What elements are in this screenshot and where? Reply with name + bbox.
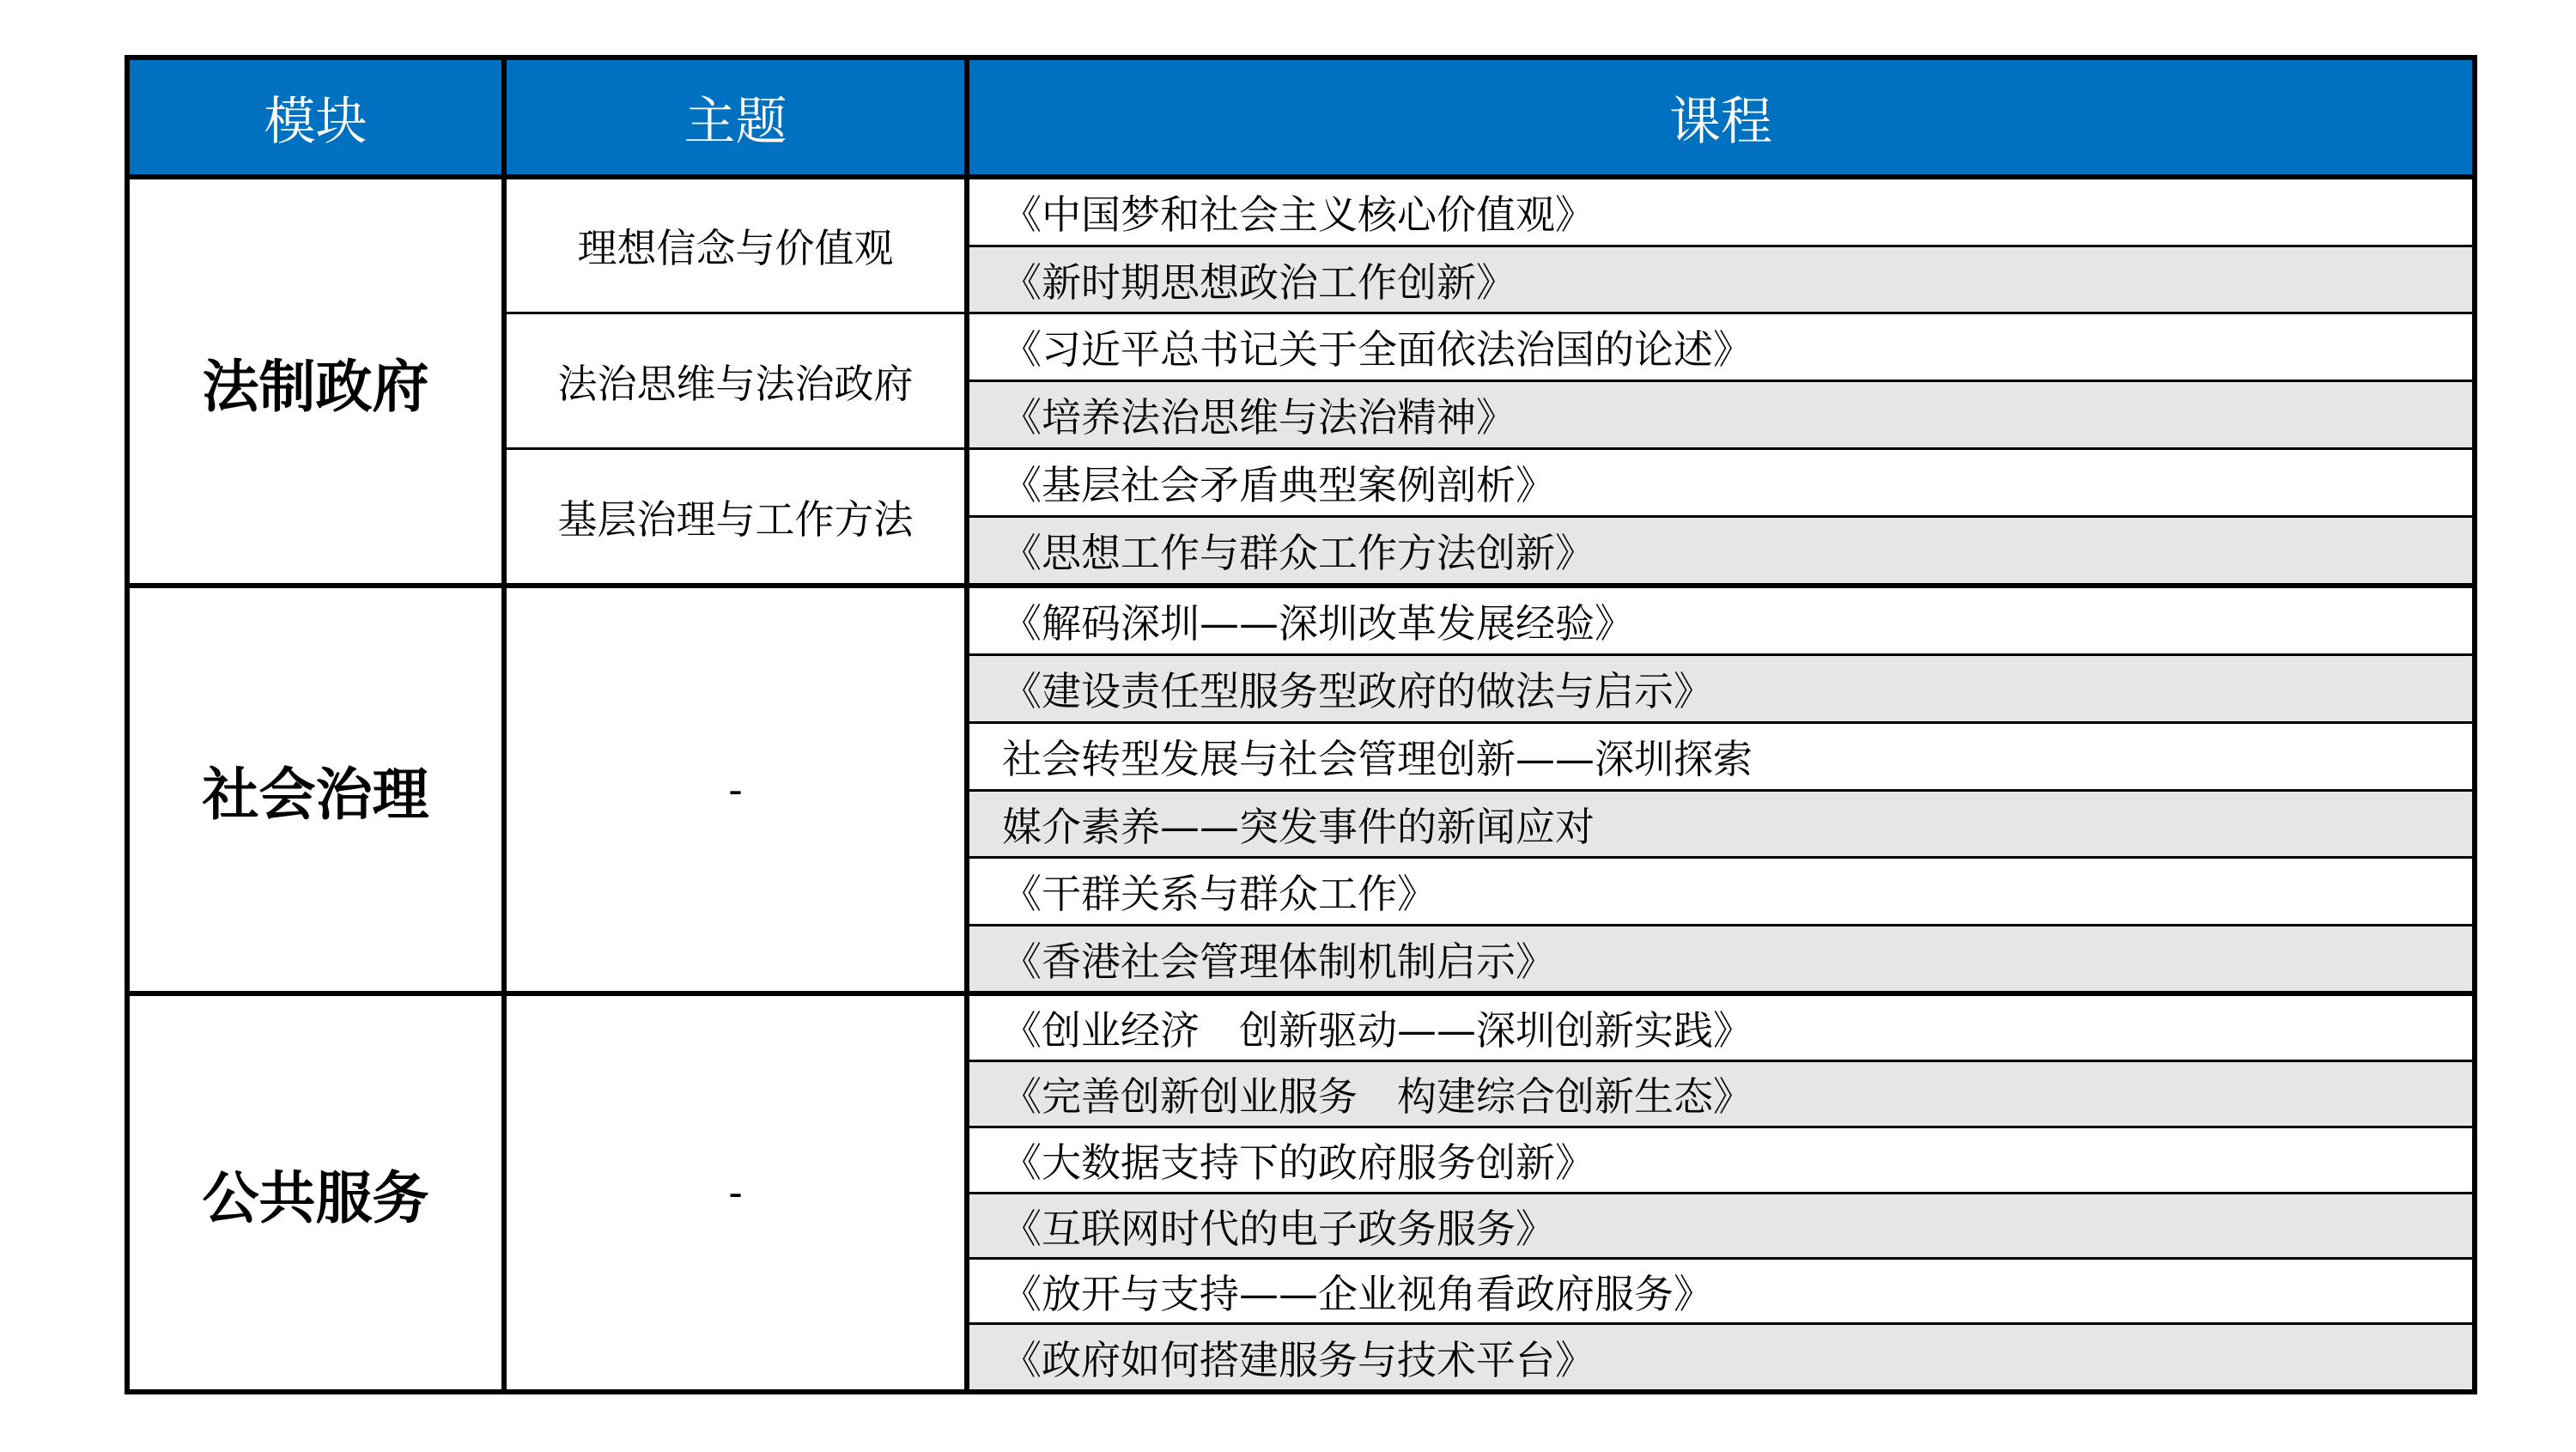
module-divider (130, 583, 2472, 588)
course-row: 《香港社会管理体制机制启示》 (969, 926, 2472, 991)
topic-divider (507, 447, 2472, 450)
header-topic: 主题 (507, 60, 964, 174)
course-row: 《创业经济 创新驱动——深圳创新实践》 (1002, 1007, 1753, 1054)
course-row: 《互联网时代的电子政务服务》 (969, 1194, 2472, 1257)
row-divider (969, 380, 2472, 382)
course-row: 《干群关系与群众工作》 (1002, 871, 1437, 917)
row-divider (969, 924, 2472, 926)
topic-cell: 理想信念与价值观 (577, 225, 894, 271)
topic-cell: - (728, 766, 743, 813)
course-row: 《大数据支持下的政府服务创新》 (1002, 1139, 1595, 1186)
row-divider (969, 856, 2472, 859)
module-divider (130, 991, 2472, 996)
course-row: 《政府如何搭建服务与技术平台》 (969, 1325, 2472, 1389)
row-divider (969, 1126, 2472, 1128)
course-row: 《培养法治思维与法治精神》 (969, 382, 2472, 447)
module-cell: 法制政府 (202, 353, 429, 420)
module-cell: 公共服务 (202, 1164, 429, 1231)
row-divider (969, 721, 2472, 724)
row-divider (969, 515, 2472, 518)
course-row: 《习近平总书记关于全面依法治国的论述》 (1002, 326, 1753, 373)
row-divider (969, 1192, 2472, 1194)
course-row: 《放开与支持——企业视角看政府服务》 (1002, 1270, 1713, 1317)
course-row: 《思想工作与群众工作方法创新》 (969, 518, 2472, 583)
course-row: 《完善创新创业服务 构建综合创新生态》 (969, 1062, 2472, 1126)
header-divider (130, 174, 2472, 179)
course-row: 社会转型发展与社会管理创新——深圳探索 (1002, 736, 1753, 782)
course-row: 《解码深圳——深圳改革发展经验》 (1002, 600, 1634, 647)
column-divider (501, 60, 507, 1389)
course-row: 《中国梦和社会主义核心价值观》 (1002, 191, 1595, 238)
row-divider (969, 1060, 2472, 1062)
row-divider (969, 653, 2472, 656)
column-divider (964, 60, 969, 1389)
header-module: 模块 (130, 60, 501, 174)
course-row: 《基层社会矛盾典型案例剖析》 (1002, 462, 1555, 508)
topic-divider (507, 312, 2472, 314)
row-divider (969, 245, 2472, 247)
module-cell: 社会治理 (202, 762, 429, 828)
row-divider (969, 789, 2472, 792)
header-course: 课程 (969, 60, 2472, 174)
course-table (125, 55, 2477, 1394)
row-divider (969, 1257, 2472, 1260)
row-divider (969, 1322, 2472, 1325)
topic-cell: 基层治理与工作方法 (557, 495, 914, 543)
topic-cell: - (728, 1169, 743, 1216)
topic-cell: 法治思维与法治政府 (557, 360, 914, 407)
course-row: 媒介素养——突发事件的新闻应对 (969, 792, 2472, 856)
course-row: 《建设责任型服务型政府的做法与启示》 (969, 656, 2472, 721)
course-row: 《新时期思想政治工作创新》 (969, 247, 2472, 312)
